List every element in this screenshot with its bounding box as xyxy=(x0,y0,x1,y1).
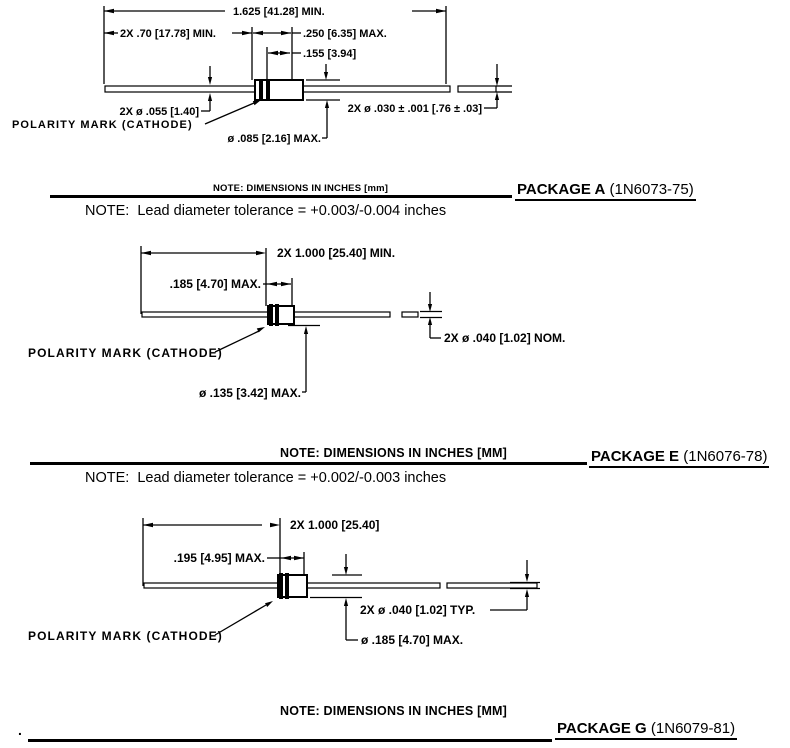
a-tolerance-note: NOTE: Lead diameter tolerance = +0.003/-0.004 inches xyxy=(85,203,447,219)
g-polarity-text: POLARITY MARK (CATHODE) xyxy=(28,629,223,643)
e-units-note: NOTE: DIMENSIONS IN INCHES [MM] xyxy=(280,446,508,460)
a-dim-lead xyxy=(104,28,252,40)
e-dim-lead xyxy=(141,246,395,260)
a-diode-symbol xyxy=(105,80,496,100)
e-part-range: (1N6076-78) xyxy=(679,448,768,465)
g-body-dia xyxy=(310,554,463,647)
a-dim-body-max xyxy=(253,28,387,40)
g-dim-body xyxy=(174,551,304,565)
e-lead-dia-text: 2X ø .040 [1.02] NOM. xyxy=(444,331,566,345)
g-polarity-callout xyxy=(28,601,273,643)
g-diode-symbol xyxy=(144,573,537,599)
package-g-drawing xyxy=(0,510,790,670)
g-dim-lead xyxy=(143,518,379,532)
a-units-note: NOTE: DIMENSIONS IN INCHES [mm] xyxy=(213,183,389,194)
e-body-dia xyxy=(199,326,320,401)
a-dim-overall xyxy=(104,6,446,18)
a-body-dia xyxy=(227,64,340,145)
a-dim-body-max-text: .250 [6.35] MAX. xyxy=(303,28,387,40)
e-body-dia-text: ø .135 [3.42] MAX. xyxy=(198,386,301,400)
a-package-name: PACKAGE A xyxy=(517,181,606,198)
a-divider-rule xyxy=(50,195,512,198)
e-diode-symbol xyxy=(142,304,418,326)
e-dim-body xyxy=(170,277,291,291)
g-divider-rule xyxy=(28,739,552,742)
e-divider-rule xyxy=(30,462,587,465)
e-package-label xyxy=(589,448,769,468)
e-polarity-text: POLARITY MARK (CATHODE) xyxy=(28,346,223,360)
a-dim-band-text: .155 [3.94] xyxy=(303,48,357,60)
g-part-range: (1N6079-81) xyxy=(646,720,736,737)
a-lead-dia-right-text: 2X ø .030 ± .001 [.76 ± .03] xyxy=(347,103,482,115)
g-body-dia-text: ø .185 [4.70] MAX. xyxy=(361,633,464,647)
g-dim-body-text: .195 [4.95] MAX. xyxy=(173,551,265,565)
g-units-note: NOTE: DIMENSIONS IN INCHES [MM] xyxy=(280,704,508,718)
a-dim-overall-text: 1.625 [41.28] MIN. xyxy=(233,6,325,18)
g-dim-lead-text: 2X 1.000 [25.40] xyxy=(290,518,380,532)
e-lead-dia xyxy=(420,292,565,345)
e-package-name: PACKAGE E xyxy=(591,448,680,465)
e-dim-lead-text: 2X 1.000 [25.40] MIN. xyxy=(277,246,396,260)
g-package-name: PACKAGE G xyxy=(557,720,647,737)
a-dim-band xyxy=(268,48,357,60)
a-package-label xyxy=(515,181,696,201)
a-polarity-text: POLARITY MARK (CATHODE) xyxy=(12,119,193,131)
g-footer-mark: . xyxy=(18,722,22,738)
a-dim-lead-text: 2X .70 [17.78] MIN. xyxy=(120,28,216,40)
g-lead-dia-text: 2X ø .040 [1.02] TYP. xyxy=(360,603,476,617)
package-e-drawing xyxy=(0,240,790,415)
a-part-range: (1N6073-75) xyxy=(605,181,694,198)
package-a-drawing xyxy=(0,0,790,170)
e-tolerance-note: NOTE: Lead diameter tolerance = +0.002/-0.003 inches xyxy=(85,470,447,486)
e-dim-body-text: .185 [4.70] MAX. xyxy=(169,277,261,291)
a-body-dia-text: ø .085 [2.16] MAX. xyxy=(227,133,321,145)
a-lead-dia-left-text: 2X ø .055 [1.40] xyxy=(119,106,199,118)
e-polarity-callout xyxy=(28,327,265,360)
g-package-label xyxy=(555,720,737,740)
